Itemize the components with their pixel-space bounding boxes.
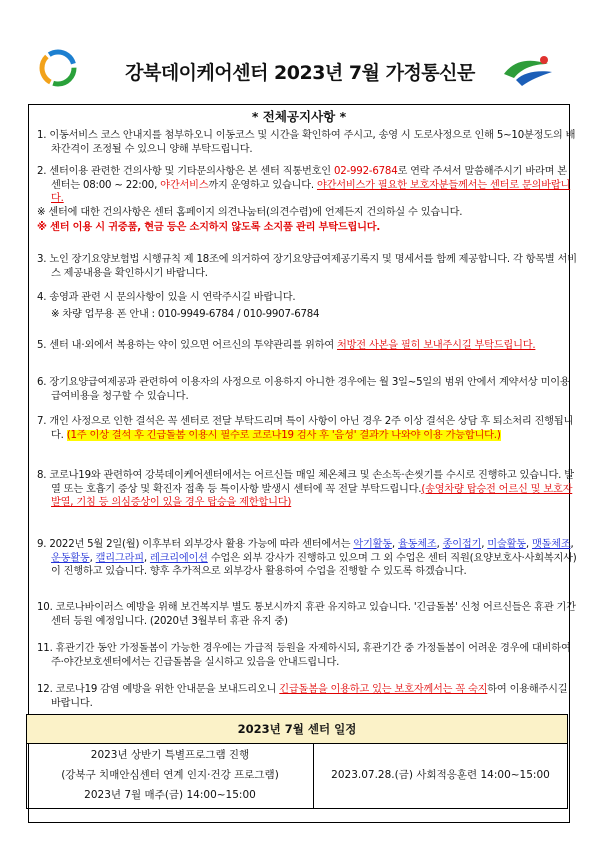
notice-item-9: 9. 2022년 5월 2일(월) 이후부터 외부강사 활용 가능에 따라 센터에서는 악기활동, 율동체조, 종이접기, 미술활동, 맷돌체조, 운동활동, 캘리그라피, 레크리에이션 수업은 외부 강사가 진행하고 있으며 그 외 수업은 센터 직원(요양보호사·사회복지사)이 진행하고 있습니다. 향후 추가적으로 외부강사 활용하여 수업을 진행할 수 있도록 하겠습니다. xyxy=(37,539,577,577)
notice-item-text: 로 연락 주셔서 말씀해주시기 바라며 본 센터는 08:00 ~ 22:00, xyxy=(51,166,567,191)
phone-number: 02-992-6784 xyxy=(333,166,398,177)
notice-item-12 xyxy=(37,683,577,710)
notice-item-text: 까지 운영하고 있습니다. xyxy=(208,179,317,191)
notice-item-8 xyxy=(37,469,577,510)
notice-item-text: 9. 2022년 5월 2일(월) 이후부터 외부강사 활용 가능에 따라 센터에서는 xyxy=(37,539,354,550)
notice-note-valuables xyxy=(37,221,577,235)
program-name: 종이접기 xyxy=(442,539,482,550)
notice-item-text: 3. 노인 장기요양보험법 시행규칙 제 18조에 의거하여 장기요양급여제공기록지 및 명세서를 함께 제공합니다. 각 항목별 서비스 제공내용을 확인하시기 바랍니다. xyxy=(37,254,577,279)
notice-item-text: 수업은 외부 강사가 진행하고 있으며 그 외 수업은 센터 직원(요양보호사·사회복지사)이 진행하고 있습니다. 향후 추가적으로 외부강사 활용하여 수업을 진행할 수 있도록 하겠습니다. xyxy=(51,552,577,577)
night-service-text: 야간서비스 xyxy=(160,179,209,191)
program-name: 맷돌체조 xyxy=(531,539,571,550)
notice-item-4 xyxy=(37,291,577,305)
notice-item-2 xyxy=(37,165,577,206)
schedule-line: 2023년 상반기 특별프로그램 진행 xyxy=(90,749,250,761)
program-name: 레크리에이션 xyxy=(149,552,208,564)
program-name: 운동활동 xyxy=(51,552,90,564)
notice-item-11 xyxy=(37,642,577,669)
schedule-line: (강북구 치매안심센터 연계 인지·건강 프로그램) xyxy=(61,769,279,781)
schedule-table xyxy=(26,714,568,809)
notice-item-3 xyxy=(37,253,577,280)
schedule-program-cell xyxy=(27,743,314,808)
vehicle-phone-note xyxy=(51,308,561,322)
notice-item-text: 5. 센터 내·외에서 복용하는 약이 있으면 어르신의 투약관리를 위하여 xyxy=(37,340,338,351)
notice-note-suggestion xyxy=(37,206,577,220)
notice-item-5 xyxy=(37,339,577,353)
notice-item-text: 하여 이용해주시길 바랍니다. xyxy=(51,684,568,709)
notice-red-text: ※ 센터 이용 시 귀중품, 현금 등은 소지하지 않도록 소지품 관리 부탁드립니다. xyxy=(37,222,381,233)
notice-item-text: ※ 센터에 대한 건의사항은 센터 홈페이지 의견나눔터(의견수렴)에 언제든지 건의하실 수 있습니다. xyxy=(37,207,463,218)
notice-item-text: 1. 이동서비스 코스 안내지를 첨부하오니 이동코스 및 시간을 확인하여 주시고, 송영 시 도로사정으로 인해 5~10분정도의 배차간격이 조정될 수 있으니 양해 부탁드립니다. xyxy=(37,130,576,155)
notice-red-text: 처방전 사본을 필히 보내주시길 부탁드립니다. xyxy=(337,340,536,351)
program-name: 악기활동 xyxy=(353,539,392,550)
notice-item-text: 6. 장기요양급여제공과 관련하여 이용자의 사정으로 이용하지 아니한 경우에는 월 3일~5일의 범위 안에서 계약서상 미이용 급여비용을 청구할 수 있습니다. xyxy=(37,377,570,402)
program-name: 캘리그라피 xyxy=(95,552,144,564)
notice-red-text: 긴급돌봄을 이용하고 있는 보호자께서는 꼭 숙지 xyxy=(279,684,488,695)
program-name: 미술활동 xyxy=(487,539,526,550)
program-name: 율동체조 xyxy=(397,539,437,550)
notice-red-text: (1주 이상 결석 후 긴급돌봄 이용시 필수로 코로나19 검사 후 '음성' 결과가 나와야 이용 가능합니다.) xyxy=(66,429,501,441)
notice-item-6 xyxy=(37,376,577,403)
notice-item-text: 4. 송영과 관련 시 문의사항이 있을 시 연락주시길 바랍니다. xyxy=(37,292,296,303)
notice-red-text: 야간서비스가 필요한 보호자분들께서는 센터로 문의바랍니다. xyxy=(51,179,571,204)
notice-item-text: 12. 코로나19 감염 예방을 위한 안내문을 보내드리오니 xyxy=(37,684,280,695)
notice-item-10 xyxy=(37,601,577,628)
notice-item-text: ※ 차량 업무용 폰 안내 : 010-9949-6784 / 010-9907-6784 xyxy=(51,309,320,320)
schedule-title: 2023년 7월 센터 일정 xyxy=(27,715,567,744)
schedule-line: 2023년 7월 매주(금) 14:00~15:00 xyxy=(84,789,256,801)
district-logo-icon xyxy=(500,50,556,90)
notice-item-7 xyxy=(37,415,577,442)
notice-red-text: (송영차량 탑승전 어르신 및 보호자 발열, 기침 등 의심증상이 있을 경우 탑승을 제한합니다) xyxy=(51,483,573,508)
notice-heading: * 전체공지사항 * xyxy=(251,109,347,124)
notice-item-text: 10. 코로나바이러스 예방을 위해 보건복지부 별도 통보시까지 휴관 유지하고 있습니다. '긴급돌봄' 신청 어르신들은 휴관 기간 센터 등원 예정입니다. (2020년 3월부터 휴관 유지 중) xyxy=(37,602,576,627)
notice-item-text: 11. 휴관기간 동안 가정돌봄이 가능한 경우에는 가급적 등원을 자제하시되, 휴관기간 중 가정돌봄이 어려운 경우에 대비하여 주·야간보호센터에서는 긴급돌봄을 실시하고 있음을 안내드립니다. xyxy=(37,643,571,668)
notice-item-1 xyxy=(37,129,577,156)
notice-item-text: 7. 개인 사정으로 인한 결석은 꼭 센터로 전달 부탁드리며 특이 사항이 아닌 경우 2주 이상 결석은 상담 후 퇴소처리 진행됩니다. xyxy=(37,416,574,441)
notice-item-text: 8. 코로나19와 관련하여 강북데이케어센터에서는 어르신들 매일 체온체크 및 손소독·손씻기를 수시로 진행하고 있습니다. 발열 또는 호흡기 증상 및 확진자 접촉 등 특이사항 발생시 센터에 꼭 전달 부탁드립니다. xyxy=(37,470,574,495)
schedule-event-cell: 2023.07.28.(금) 사회적응훈련 14:00~15:00 xyxy=(331,769,550,781)
notice-item-text: 2. 센터이용 관련한 건의사항 및 기타문의사항은 본 센터 직통번호인 xyxy=(37,166,334,177)
page-header xyxy=(0,0,600,118)
page-title: 강북데이케어센터 2023년 7월 가정통신문 xyxy=(125,62,475,84)
